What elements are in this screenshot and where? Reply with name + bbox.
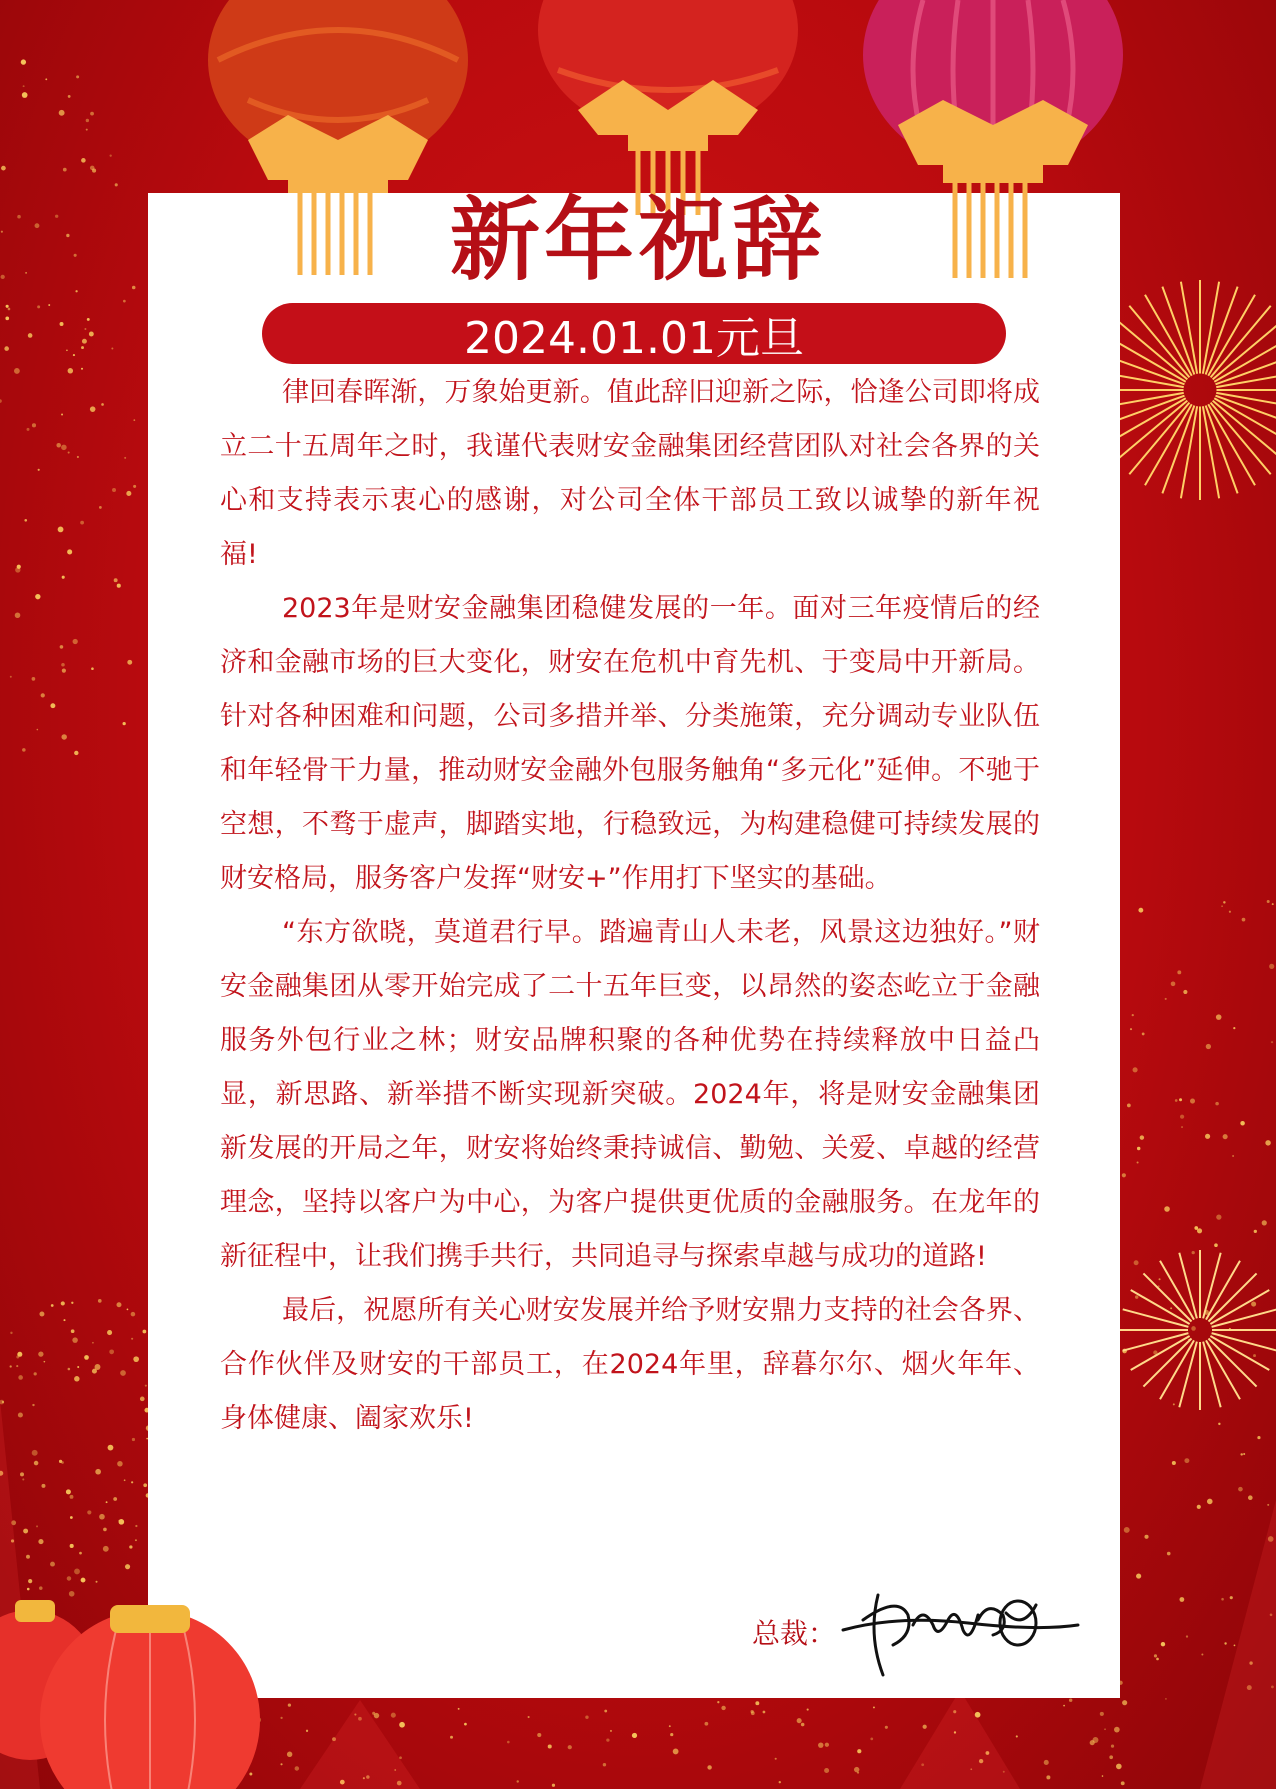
paragraph: 律回春晖渐，万象始更新。值此辞旧迎新之际，恰逢公司即将成立二十五周年之时，我谨代表财安金融集团经营团队对社会各界的关心和支持表示衷心的感谢，对公司全体干部员工致以诚挚的新年祝福! — [220, 377, 1040, 570]
letter-body — [220, 366, 1040, 1446]
lantern-bottom-left-icon — [0, 1590, 270, 1789]
page-title: 新年祝辞 — [450, 187, 826, 293]
date-text: 2024.01.01元旦 — [464, 312, 804, 364]
paragraph: 最后，祝愿所有关心财安发展并给予财安鼎力支持的社会各界、合作伙伴及财安的干部员工，在2024年里，辞暮尔尔、烟火年年、身体健康、阖家欢乐! — [220, 1295, 1040, 1434]
signoff-label: 总裁： — [752, 1617, 837, 1650]
date-banner — [262, 303, 1006, 364]
paragraph: “东方欲晓，莫道君行早。踏遍青山人未老，风景这边独好。”财安金融集团从零开始完成了二十五年巨变，以昂然的姿态屹立于金融服务外包行业之林；财安品牌积聚的各种优势在持续释放中日益凸显，新思路、新举措不断实现新突破。2024年，将是财安金融集团新发展的开局之年，财安将始终秉持诚信、勤勉、关爱、卓越的经营理念，坚持以客户为中心，为客户提供更优质的金融服务。在龙年的新征程中，让我们携手共行，共同追寻与探索卓越与成功的道路! — [220, 917, 1040, 1272]
paragraph: 2023年是财安金融集团稳健发展的一年。面对三年疫情后的经济和金融市场的巨大变化，财安在危机中育先机、于变局中开新局。针对各种困难和问题，公司多措并举、分类施策，充分调动专业队伍和年轻骨干力量，推动财安金融外包服务触角“多元化”延伸。不驰于空想，不骛于虚声，脚踏实地，行稳致远，为构建稳健可持续发展的财安格局，服务客户发挥“财安+”作用打下坚实的基础。 — [220, 593, 1040, 894]
firework-lower-right — [1120, 1250, 1276, 1410]
signature-icon — [838, 1575, 1088, 1685]
